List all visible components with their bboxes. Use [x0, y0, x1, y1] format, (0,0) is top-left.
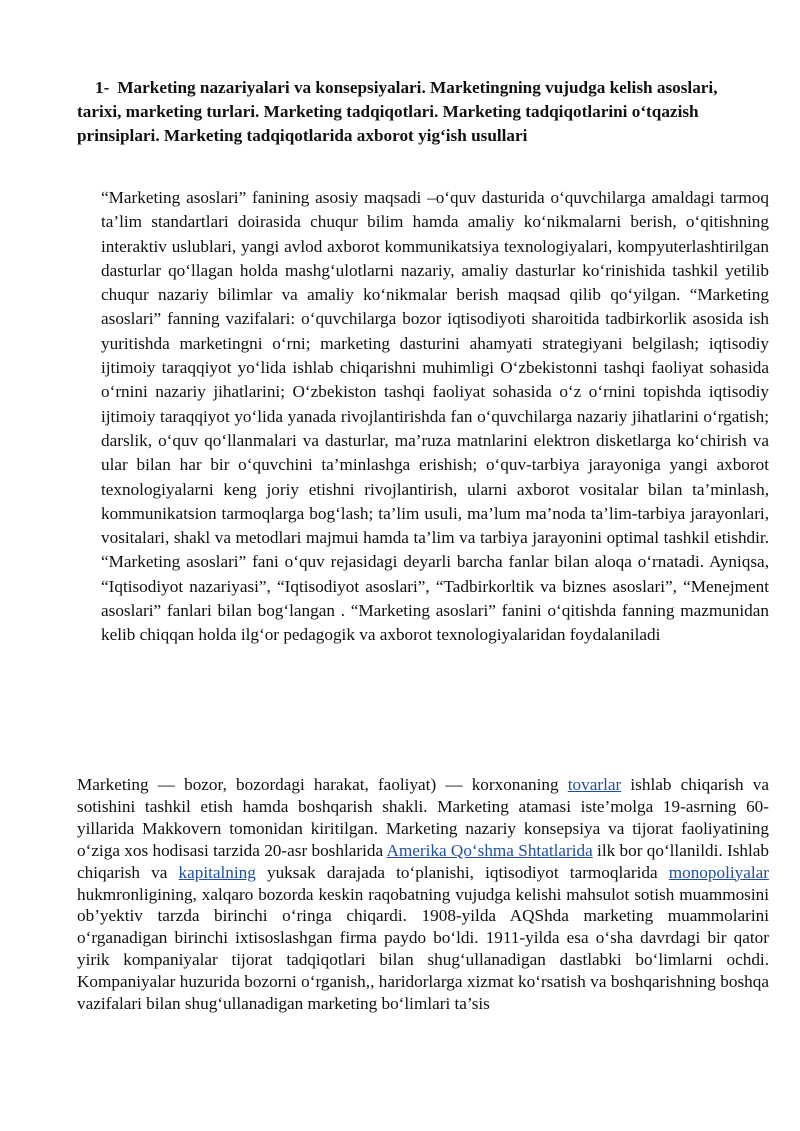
link-tovarlar[interactable]: tovarlar [567, 775, 622, 794]
section-heading [77, 76, 737, 148]
link-kapitalning[interactable]: kapitalning [178, 862, 256, 882]
body-text-4: yuksak darajada to‘planishi, iqtisodiyot tarmoqlarida [255, 862, 669, 882]
link-monopoliyalar[interactable]: monopoliyalar [668, 862, 769, 882]
body-text-3: ilk bor qo‘llanildi. Ishlab chiqarish va [77, 840, 769, 882]
body-text-1: Marketing — bozor, bozordagi harakat, faoliyat) — korxonaning [77, 775, 568, 794]
body-text-2: ishlab chiqarish va sotishini tashkil etish hamda boshqarish shakli. Marketing atamasi iste’molga 19-asrning 60-yillarida Makkovern tomonidan kiritilgan. Marketing nazariy konsepsiya va tijorat faoliyatining o‘ziga xos hodisasi tarzida 20-asr boshlarida [77, 775, 770, 860]
section-number: 1- [95, 78, 110, 97]
section-heading-text: Marketing nazariyalari va konsepsiyalari. Marketingning vujudga kelish asoslari, tarixi, marketing turlari. Marketing tadqiqotlari. Marketing tadqiqotlarini o‘tqazish prinsiplari. Marketing tadqiqotlarida axborot yig‘ish usullari [77, 78, 718, 145]
marketing-definition-paragraph [77, 774, 769, 1015]
link-amerika[interactable]: Amerika Qo‘shma Shtatlarida [386, 840, 593, 860]
body-text-5: hukmronligining, xalqaro bozorda keskin raqobatning vujudga kelishi mahsulot sotish muammosini ob’yektiv tarzda birinchi o‘ringa chiqardi. 1908-yilda AQShda marketing muammolarini o‘rganadigan birinchi ixtisoslashgan firma paydo bo‘ldi. 1911-yilda esa o‘sha davrdagi bir qator yirik kompaniyalar tijorat tadqiqotlari bilan shug‘ullanadigan dastlabki bo‘limlarni ochdi. Kompaniyalar huzurida bozorni o‘rganish,, haridorlarga xizmat ko‘rsatish va boshqarishning boshqa vazifalari bilan shug‘ullanadigan marketing bo‘limlari ta’sis [77, 884, 769, 1014]
course-goals-paragraph: “Marketing asoslari” fanining asosiy maqsadi –o‘quv dasturida o‘quvchilarga amaldagi tarmoq ta’lim standartlari doirasida chuqur bilim hamda amaliy ko‘nikmalarni berish, o‘qitishning interaktiv uslublari, yangi avlod axborot kommunikatsiya texnologiyalari, kompyuterlashtirilgan dasturlar qo‘llagan holda mashg‘ulotlarni nazariy, amaliy dasturlar ko‘rinishida tashkil yetilib chuqur nazariy bilimlar va amaliy ko‘nikmalar berish maqsad qilib qo‘yilgan. “Marketing asoslari” fanning vazifalari: o‘quvchilarga bozor iqtisodiyoti sharoitida tadbirkorlik asosida ish yuritishda marketingni o‘rni; marketing dasturini ahamyati strategiyani belgilash; iqtisodiy ijtimoiy taraqqiyot yo‘lida ishlab chiqarishni muhimligi O‘zbekistonni tashqi faoliyat sohasida o‘rnini nazariy jihatlarini; O‘zbekiston tashqi faoliyat sohasida o‘z o‘rnini topishda iqtisodiy ijtimoiy taraqqiyot yo‘lida yanada rivojlantirishda fan o‘quvchilarga nazariy jihatlarini o‘rgatish; darslik, o‘quv qo‘llanmalari va dasturlar, ma’ruza matnlarini elektron disketlarga ko‘chirish va ular bilan har bir o‘quvchini ta’minlashga erishish; o‘quv-tarbiya jarayoniga yangi axborot texnologiyalarni keng joriy etishni rivojlantirish, ularni axborot vositalar bilan ta’minlash, kommunikatsion tarmoqlarga bog‘lash; ta’lim usuli, ma’lum ma’noda ta’lim-tarbiya jarayonlari, vositalari, shakl va metodlari majmui hamda ta’lim va tarbiya jarayonini optimal tashkil etishdir. “Marketing asoslari” fani o‘quv rejasidagi deyarli barcha fanlar bilan aloqa o‘rnatadi. Ayniqsa, “Iqtisodiyot nazariyasi”, “Iqtisodiyot asoslari”, “Tadbirkorltik va biznes asoslari”, “Menejment asoslari” fanlari bilan bog‘langan . “Marketing asoslari” fanini o‘qitishda fanning mazmunidan kelib chiqqan holda ilg‘or pedagogik va axborot texnologiyalaridan foydalaniladi [101, 188, 769, 645]
